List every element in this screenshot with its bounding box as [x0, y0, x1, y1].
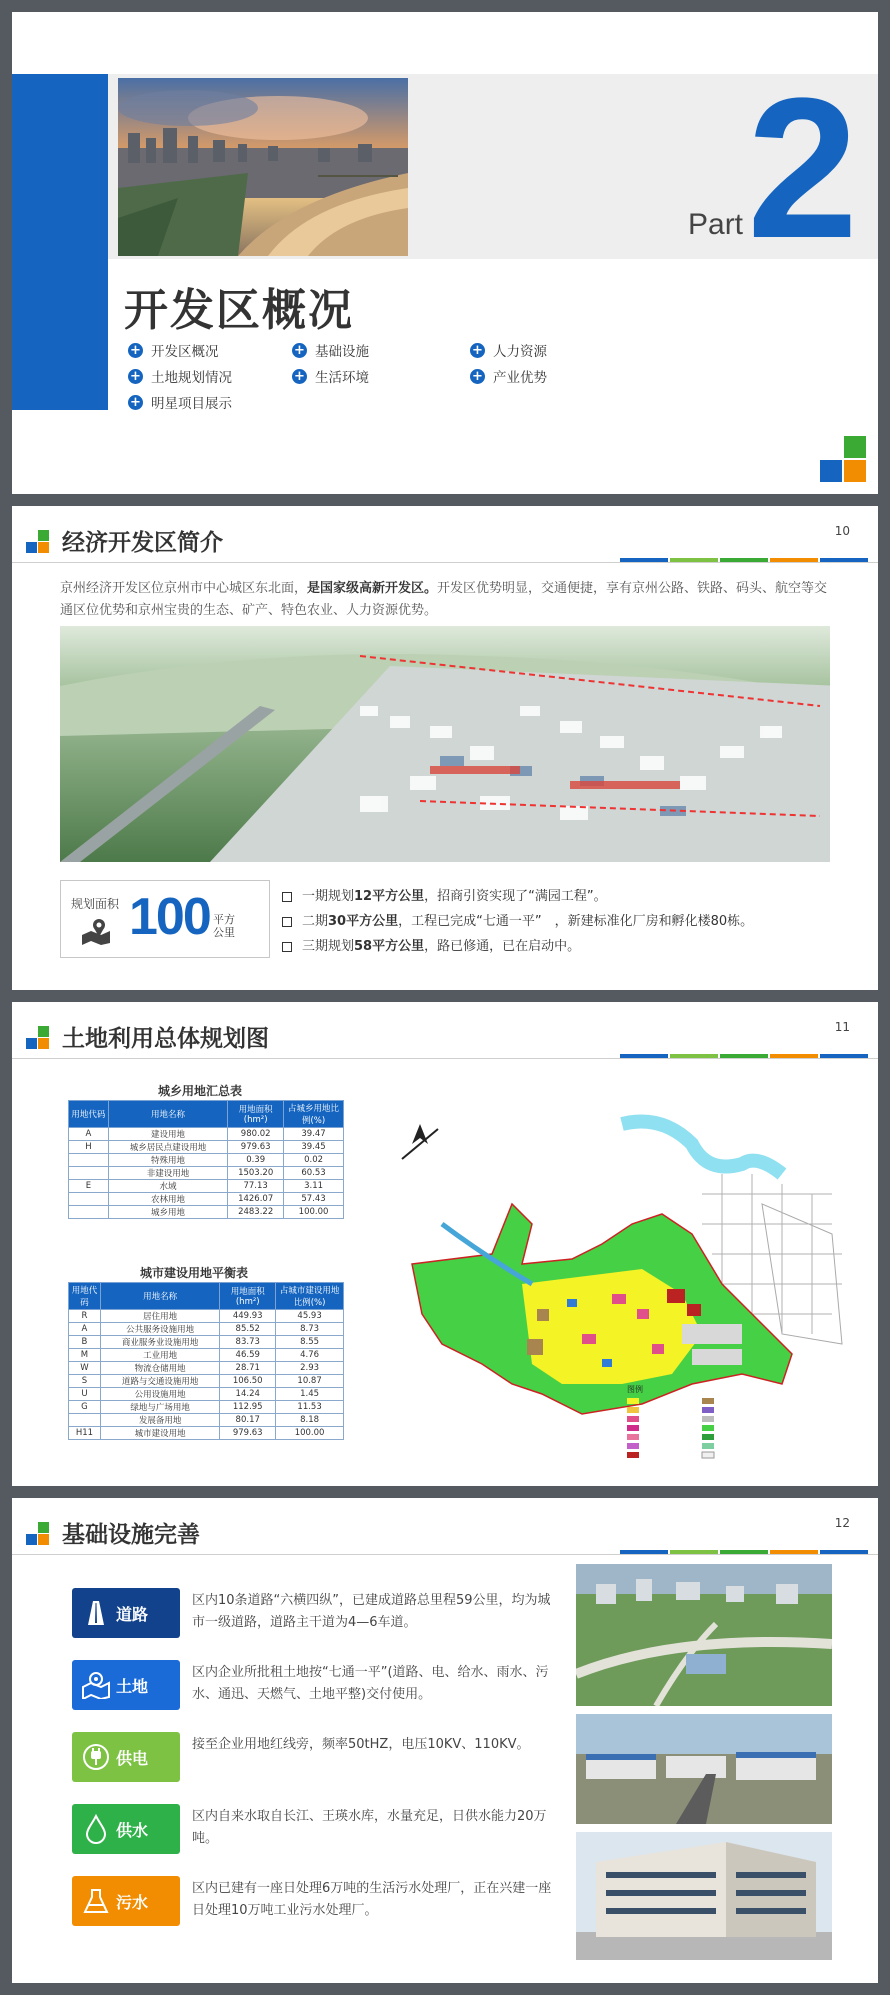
table-cell: 居住用地 — [100, 1310, 219, 1323]
header-color-bars — [620, 558, 868, 562]
plus-icon: + — [470, 343, 485, 358]
stat-value: 100 — [129, 888, 210, 946]
table-cell — [69, 1414, 101, 1427]
water-description: 区内自来水取自长江、王瑛水库，水量充足，日供水能力20万吨。 — [192, 1809, 547, 1846]
table-cell: 8.55 — [276, 1336, 344, 1349]
cover-slide — [12, 12, 878, 494]
table-row — [69, 1310, 344, 1323]
power-badge: 供电 — [72, 1732, 180, 1782]
table-cell: 2483.22 — [228, 1206, 284, 1219]
blue-side-bar — [12, 74, 108, 410]
table-cell: 4.76 — [276, 1349, 344, 1362]
table-cell: 发展备用地 — [100, 1414, 219, 1427]
plus-icon: + — [470, 369, 485, 384]
table-cell: 0.02 — [284, 1154, 344, 1167]
table-cell: 水域 — [108, 1180, 227, 1193]
table-cell: 1.45 — [276, 1388, 344, 1401]
table-cell: 农林用地 — [108, 1193, 227, 1206]
part-number: 2 — [747, 57, 859, 280]
phase-list — [282, 884, 753, 959]
table-cell: 城市建设用地 — [100, 1427, 219, 1440]
table-cell: 39.47 — [284, 1128, 344, 1141]
table-title: 城乡用地汇总表 — [158, 1084, 243, 1098]
header-divider — [12, 562, 878, 563]
table-row — [69, 1414, 344, 1427]
table-row — [69, 1388, 344, 1401]
table-cell: 公共服务设施用地 — [100, 1323, 219, 1336]
table-cell: 1426.07 — [228, 1193, 284, 1206]
svg-text:图例: 图例 — [627, 1385, 643, 1394]
aerial-highway-photo — [576, 1564, 832, 1706]
header-divider — [12, 1554, 878, 1555]
table-row — [69, 1193, 344, 1206]
list-item: 一期规划 12平方公里 ，招商引资实现了“满园工程”。 — [282, 884, 753, 909]
stat-label: 规划面积 — [71, 897, 120, 911]
aerial-rendering-image — [60, 626, 830, 862]
flask-icon — [76, 1876, 116, 1926]
table-cell: 道路与交通设施用地 — [100, 1375, 219, 1388]
table-cell: 979.63 — [220, 1427, 276, 1440]
road-badge: 道路 — [72, 1588, 180, 1638]
table-cell: 60.53 — [284, 1167, 344, 1180]
table-row — [69, 1427, 344, 1440]
table-cell: 3.11 — [284, 1180, 344, 1193]
urban-rural-land-table: 用地代码 用地名称 用地面积(hm²) 占城乡用地比例(%) A 建设用地 980.02 39.47 H 城乡居民点建设用地 979.63 39.45 特殊用地 0.39 0.02 非建设用地 1503.20 60.53 E 水域 77.13 3.11 农林用地 1426.07 57.43 城乡用地 2483.22 100.00 — [68, 1100, 344, 1219]
table-row — [69, 1206, 344, 1219]
table-cell: 85.52 — [220, 1323, 276, 1336]
page-number: 10 — [834, 524, 850, 538]
slide-title: 基础设施完善 — [62, 1522, 200, 1548]
table-row — [69, 1323, 344, 1336]
table-cell: 449.93 — [220, 1310, 276, 1323]
checkbox-icon — [282, 942, 292, 952]
infrastructure-slide — [12, 1498, 878, 1983]
corner-logo-icon — [818, 436, 868, 484]
map-pin-icon — [79, 917, 113, 945]
page-number: 11 — [834, 1020, 850, 1034]
city-sunset-photo — [118, 78, 408, 256]
land-use-plan-map — [362, 1084, 852, 1466]
industrial-park-photo — [576, 1714, 832, 1824]
plus-icon: + — [292, 343, 307, 358]
table-row — [69, 1336, 344, 1349]
table-cell: 80.17 — [220, 1414, 276, 1427]
table-cell: 112.95 — [220, 1401, 276, 1414]
table-cell: 公用设施用地 — [100, 1388, 219, 1401]
table-cell: 979.63 — [228, 1141, 284, 1154]
table-row — [69, 1180, 344, 1193]
table-cell: W — [69, 1362, 101, 1375]
page-number: 12 — [834, 1516, 850, 1530]
table-cell — [69, 1193, 109, 1206]
toc-item[interactable]: + 土地规划情况 — [128, 366, 232, 386]
header-logo-icon — [24, 1026, 54, 1056]
toc-item[interactable]: + 人力资源 — [470, 340, 547, 360]
table-cell: 83.73 — [220, 1336, 276, 1349]
table-cell: 绿地与广场用地 — [100, 1401, 219, 1414]
table-cell: 77.13 — [228, 1180, 284, 1193]
table-cell: 39.45 — [284, 1141, 344, 1154]
table-cell: 57.43 — [284, 1193, 344, 1206]
header-divider — [12, 1058, 878, 1059]
land-use-slide — [12, 1002, 878, 1486]
checkbox-icon — [282, 892, 292, 902]
header-logo-icon — [24, 530, 54, 560]
plus-icon: + — [292, 369, 307, 384]
table-row — [69, 1154, 344, 1167]
table-row — [69, 1349, 344, 1362]
land-badge: 土地 — [72, 1660, 180, 1710]
table-cell — [69, 1167, 109, 1180]
toc-item[interactable]: + 基础设施 — [292, 340, 369, 360]
factory-building-photo — [576, 1832, 832, 1960]
road-description: 区内10条道路“六横四纵”，已建成道路总里程59公里，均为城市一级道路，道路主干道为4—6车道。 — [192, 1593, 551, 1630]
planned-area-box — [60, 880, 270, 958]
toc-item[interactable]: + 生活环境 — [292, 366, 369, 386]
table-cell: 45.93 — [276, 1310, 344, 1323]
table-cell — [69, 1154, 109, 1167]
table-cell: 物流仓储用地 — [100, 1362, 219, 1375]
table-cell: 28.71 — [220, 1362, 276, 1375]
table-cell: 100.00 — [284, 1206, 344, 1219]
part-word: Part — [688, 208, 744, 241]
table-row — [69, 1375, 344, 1388]
table-cell: 商业服务业设施用地 — [100, 1336, 219, 1349]
toc-item[interactable]: + 明星项目展示 — [128, 392, 232, 412]
table-cell: 980.02 — [228, 1128, 284, 1141]
plus-icon: + — [128, 343, 143, 358]
table-cell: 1503.20 — [228, 1167, 284, 1180]
table-cell: U — [69, 1388, 101, 1401]
table-cell: 特殊用地 — [108, 1154, 227, 1167]
table-cell: 非建设用地 — [108, 1167, 227, 1180]
table-cell: 106.50 — [220, 1375, 276, 1388]
sewage-description: 区内已建有一座日处理6万吨的生活污水处理厂，正在兴建一座日处理10万吨工业污水处理厂。 — [192, 1881, 552, 1918]
table-cell: H11 — [69, 1427, 101, 1440]
table-cell: 2.93 — [276, 1362, 344, 1375]
plus-icon: + — [128, 369, 143, 384]
table-row — [69, 1141, 344, 1154]
plus-icon: + — [128, 395, 143, 410]
table-cell: 14.24 — [220, 1388, 276, 1401]
sewage-badge: 污水 — [72, 1876, 180, 1926]
table-cell: A — [69, 1323, 101, 1336]
table-row — [69, 1167, 344, 1180]
table-row — [69, 1362, 344, 1375]
section-title: 开发区概况 — [124, 285, 354, 336]
table-cell: 8.18 — [276, 1414, 344, 1427]
table-cell: 城乡用地 — [108, 1206, 227, 1219]
table-cell: 100.00 — [276, 1427, 344, 1440]
table-cell: 城乡居民点建设用地 — [108, 1141, 227, 1154]
stat-unit: 平方公里 — [213, 913, 235, 939]
slide-title: 经济开发区简介 — [62, 530, 223, 556]
map-pin-icon — [76, 1660, 116, 1710]
table-cell: M — [69, 1349, 101, 1362]
table-cell: 8.73 — [276, 1323, 344, 1336]
plug-icon — [76, 1732, 116, 1782]
table-cell: B — [69, 1336, 101, 1349]
table-cell: E — [69, 1180, 109, 1193]
water-drop-icon — [76, 1804, 116, 1854]
table-cell: 11.53 — [276, 1401, 344, 1414]
header-logo-icon — [24, 1522, 54, 1552]
table-cell — [69, 1206, 109, 1219]
table-row — [69, 1128, 344, 1141]
table-cell: 46.59 — [220, 1349, 276, 1362]
list-item: 三期规划 58平方公里 ，路已修通，已在启动中。 — [282, 934, 753, 959]
table-cell: 工业用地 — [100, 1349, 219, 1362]
checkbox-icon — [282, 917, 292, 927]
table-cell: 10.87 — [276, 1375, 344, 1388]
header-color-bars — [620, 1054, 868, 1058]
table-cell: G — [69, 1401, 101, 1414]
intro-paragraph: 京州经济开发区位京州市中心城区东北面，是国家级高新开发区。开发区优势明显，交通便捷，享有京州公路、铁路、码头、航空等交通区位优势和京州宝贵的生态、矿产、特色农业、人力资源优势。 — [60, 581, 828, 618]
water-badge: 供水 — [72, 1804, 180, 1854]
slide-title: 土地利用总体规划图 — [62, 1026, 269, 1052]
table-title: 城市建设用地平衡表 — [140, 1266, 249, 1280]
table-cell: R — [69, 1310, 101, 1323]
land-description: 区内企业所批租土地按“七通一平”(道路、电、给水、雨水、污水、通迅、天燃气、土地平整)交付使用。 — [192, 1665, 549, 1702]
list-item: 二期 30平方公里 ，工程已完成“七通一平” ，新建标准化厂房和孵化楼80栋。 — [282, 909, 753, 934]
table-row — [69, 1401, 344, 1414]
road-icon — [76, 1588, 116, 1638]
urban-land-balance-table: 用地代码 用地名称 用地面积(hm²) 占城市建设用地比例(%) R 居住用地 449.93 45.93 A 公共服务设施用地 85.52 8.73 B 商业服务业设施用地 83.73 8.55 M 工业用地 46.59 4.76 W 物流仓储用地 28.71 2.93 S 道路与交通设施用地 106.50 10.87 U 公用设施用地 14.24 1.45 G 绿地与广场用地 112.95 11.53 发展备用地 80.17 8.18 H11 城市建设用地 979.63 100.00 — [68, 1282, 344, 1440]
table-cell: 0.39 — [228, 1154, 284, 1167]
toc-item[interactable]: + 产业优势 — [470, 366, 547, 386]
table-cell: A — [69, 1128, 109, 1141]
power-description: 接至企业用地红线旁，频率50tHZ，电压10KV、110KV。 — [192, 1737, 530, 1752]
table-cell: 建设用地 — [108, 1128, 227, 1141]
header-color-bars — [620, 1550, 868, 1554]
toc-item[interactable]: + 开发区概况 — [128, 340, 219, 360]
table-cell: S — [69, 1375, 101, 1388]
table-cell: H — [69, 1141, 109, 1154]
intro-slide — [12, 506, 878, 990]
